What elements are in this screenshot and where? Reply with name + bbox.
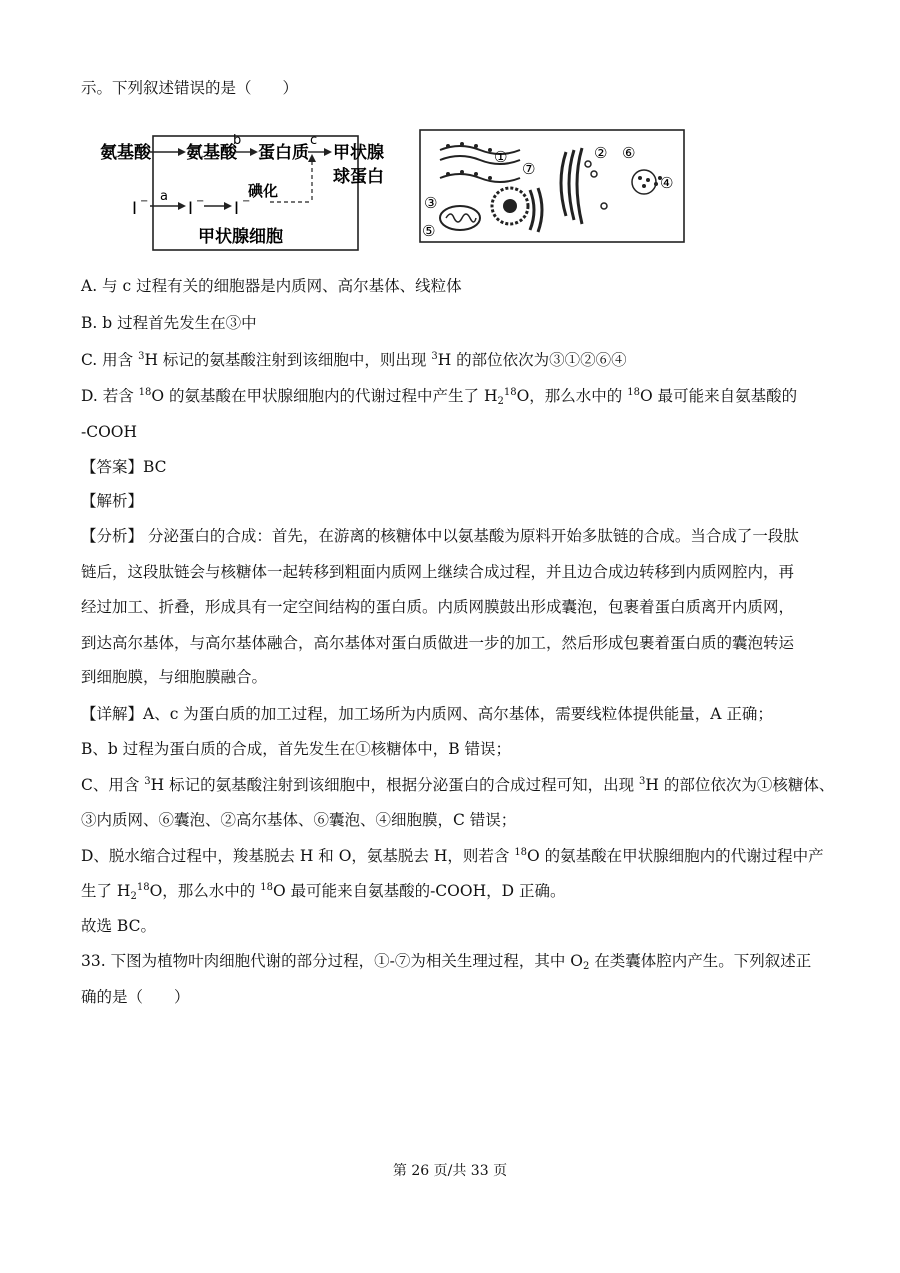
analysis-heading: 【解析】 [81,492,144,510]
detail-line-1: 【详解】A、c 为蛋白质的加工过程，加工场所为内质网、高尔基体，需要线粒体提供能量，A 正确； [81,705,773,723]
label-4: ④ [660,174,674,192]
svg-text:−: − [242,196,251,207]
protein-label: 蛋白质 [258,143,309,163]
thyroid-cell-diagram [98,122,398,254]
aa-inside-label: 氨基酸 [186,143,237,163]
iodide-inside-1: I [188,199,194,219]
question-33-cont: 确的是（ ） [81,988,190,1006]
question-33: 33. 下图为植物叶肉细胞代谢的部分过程，①-⑦为相关生理过程，其中 $O_2$ 在类囊体腔内产生。下列叙述正 [81,952,812,972]
aa-outside-label: 氨基酸 [100,143,151,163]
detail-conclusion: 故选 BC。 [81,917,156,935]
analysis-line-3: 经过加工、折叠，形成具有一定空间结构的蛋白质。内质网膜鼓出形成囊泡，包裹着蛋白质离开内质网， [81,598,795,616]
analysis-line-1: 【分析】 分泌蛋白的合成：首先，在游离的核糖体中以氨基酸为原料开始多肽链的合成。当合成了一段肽 [81,527,799,545]
option-d-cont: -COOH [81,423,138,441]
label-5: ⑤ [422,222,436,240]
detail-line-6: 生了 $H_2^{18}O$，那么水中的 $^{18}$O 最可能来自氨基酸的-COOH，D 正确。 [81,882,566,902]
analysis-line-5: 到细胞膜，与细胞膜融合。 [81,668,268,686]
answer: 【答案】BC [81,458,167,476]
iodide-outside: I [132,199,138,219]
detail-line-2: B、b 过程为蛋白质的合成，首先发生在①核糖体中，B 错误； [81,740,512,758]
label-c: c [310,133,318,148]
detail-line-3: C、用含 $^3$H 标记的氨基酸注射到该细胞中，根据分泌蛋白的合成过程可知，出现 $^3$H 的部位依次为①核糖体、 [81,776,835,794]
analysis-line-4: 到达高尔基体，与高尔基体融合，高尔基体对蛋白质做进一步的加工，然后形成包裹着蛋白质的囊泡转运 [81,634,795,652]
label-3: ③ [424,194,438,212]
question-continuation: 示。下列叙述错误的是（ ） [81,79,299,97]
label-b: b [233,133,242,148]
label-1: ① [494,148,508,166]
page-footer: 第 26 页/共 33 页 [392,1163,508,1179]
label-a: a [160,189,168,204]
detail-line-5: D、脱水缩合过程中，羧基脱去 H 和 O，氨基脱去 H，则若含 $^{18}$O 的氨基酸在甲状腺细胞内的代谢过程中产 [81,847,824,865]
option-d: D. 若含 $^{18}$O 的氨基酸在甲状腺细胞内的代谢过程中产生了 $H_2^{18}O$，那么水中的 $^{18}$O 最可能来自氨基酸的 [81,387,798,407]
thyroglobulin-label-1: 甲状腺 [333,143,384,163]
iodide-inside-2: I [234,199,240,219]
cell-label: 甲状腺细胞 [198,227,283,247]
option-b: B. b 过程首先发生在③中 [81,314,257,332]
label-6: ⑥ [622,144,636,162]
organelle-diagram [418,128,688,244]
label-2: ② [594,144,608,162]
option-a: A. 与 c 过程有关的细胞器是内质网、高尔基体、线粒体 [81,277,462,295]
label-7: ⑦ [522,160,536,178]
analysis-line-2: 链后，这段肽链会与核糖体一起转移到粗面内质网上继续合成过程，并且边合成边转移到内质网腔内，再 [81,563,795,581]
detail-line-4: ③内质网、⑥囊泡、②高尔基体、⑥囊泡、④细胞膜，C 错误； [81,811,517,829]
iodination-label: 碘化 [248,182,279,200]
svg-text:−: − [196,196,205,207]
thyroglobulin-label-2: 球蛋白 [333,167,384,187]
svg-text:−: − [140,196,149,207]
option-c: C. 用含 $^3$H 标记的氨基酸注射到该细胞中，则出现 $^3$H 的部位依次为③①②⑥④ [81,351,627,369]
